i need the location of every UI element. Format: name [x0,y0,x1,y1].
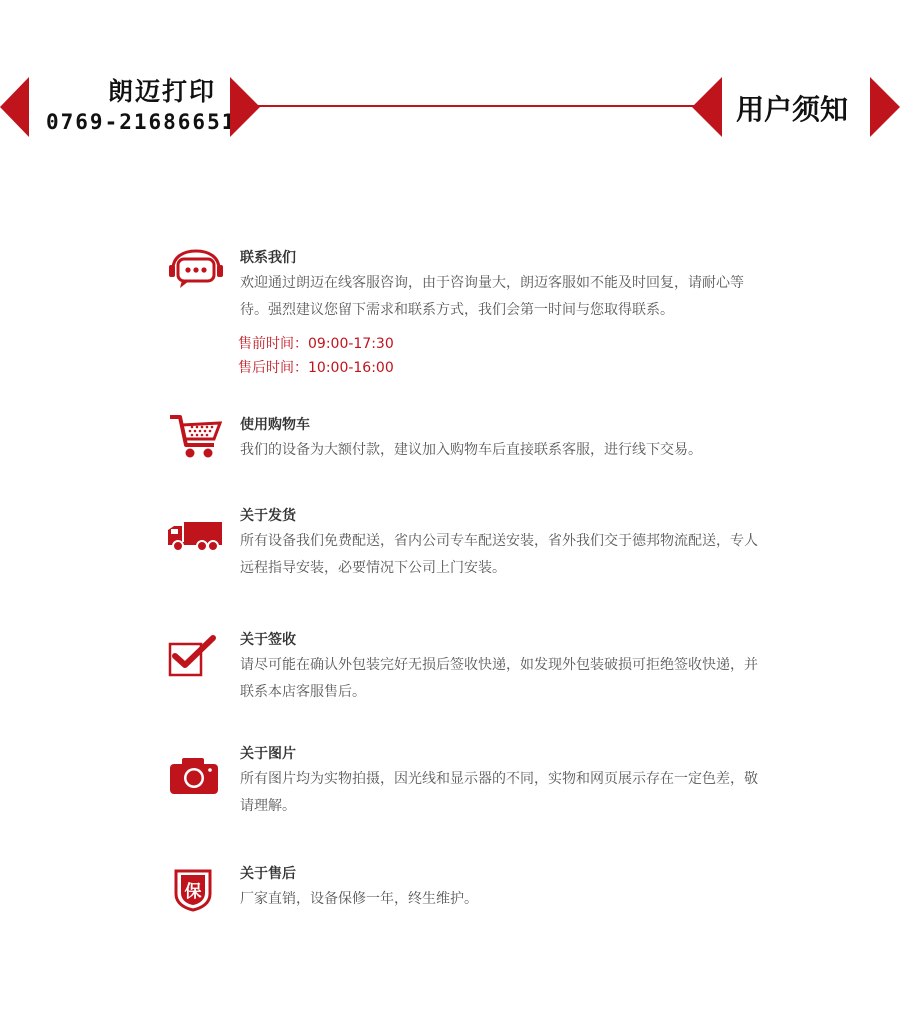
brand-name: 朗迈打印 [107,77,216,106]
truck-icon [166,520,224,556]
section-body-shipping: 所有设备我们免费配送，省内公司专车配送安装，省外我们交于德邦物流配送，专人远程指导安装，必要情况下公司上门安装。 [240,533,758,576]
section-title-receipt: 关于签收 [240,632,296,648]
notice-left-arrow [692,77,722,137]
section-body-aftersales: 厂家直销，设备保修一年，终生维护。 [240,891,478,907]
section-title-aftersales: 关于售后 [240,866,296,882]
section-body-receipt: 请尽可能在确认外包装完好无损后签收快递，如发现外包装破损可拒绝签收快递，并联系本店客服售后。 [240,657,758,700]
section-title-shipping: 关于发货 [240,508,296,524]
checkbox-icon [168,634,218,682]
section-body-contact: 欢迎通过朗迈在线客服咨询，由于咨询量大，朗迈客服如不能及时回复，请耐心等待。强烈建议您留下需求和联系方式，我们会第一时间与您取得联系。 [240,275,744,318]
section-title-pictures: 关于图片 [240,746,296,762]
header-brand-arrow [230,77,260,137]
presale-hours: 售前时间：09:00-17:30 [238,336,394,352]
shield-text: 保 [184,882,202,902]
section-body-cart: 我们的设备为大额付款，建议加入购物车后直接联系客服，进行线下交易。 [240,442,702,458]
headset-chat-icon [168,249,224,295]
section-body-pictures: 所有图片均为实物拍摄，因光线和显示器的不同，实物和网页展示存在一定色差，敬请理解。 [240,771,758,814]
header-left-arrow [0,77,29,137]
phone-number: 0769-21686651 [46,110,237,134]
camera-icon [168,756,220,800]
notice-title: 用户须知 [736,93,849,126]
cart-icon [168,413,222,463]
section-title-contact: 联系我们 [240,250,296,266]
aftersale-hours: 售后时间：10:00-16:00 [238,360,394,376]
header-divider-line [258,105,698,107]
section-title-cart: 使用购物车 [240,417,310,433]
notice-right-arrow [870,77,900,137]
